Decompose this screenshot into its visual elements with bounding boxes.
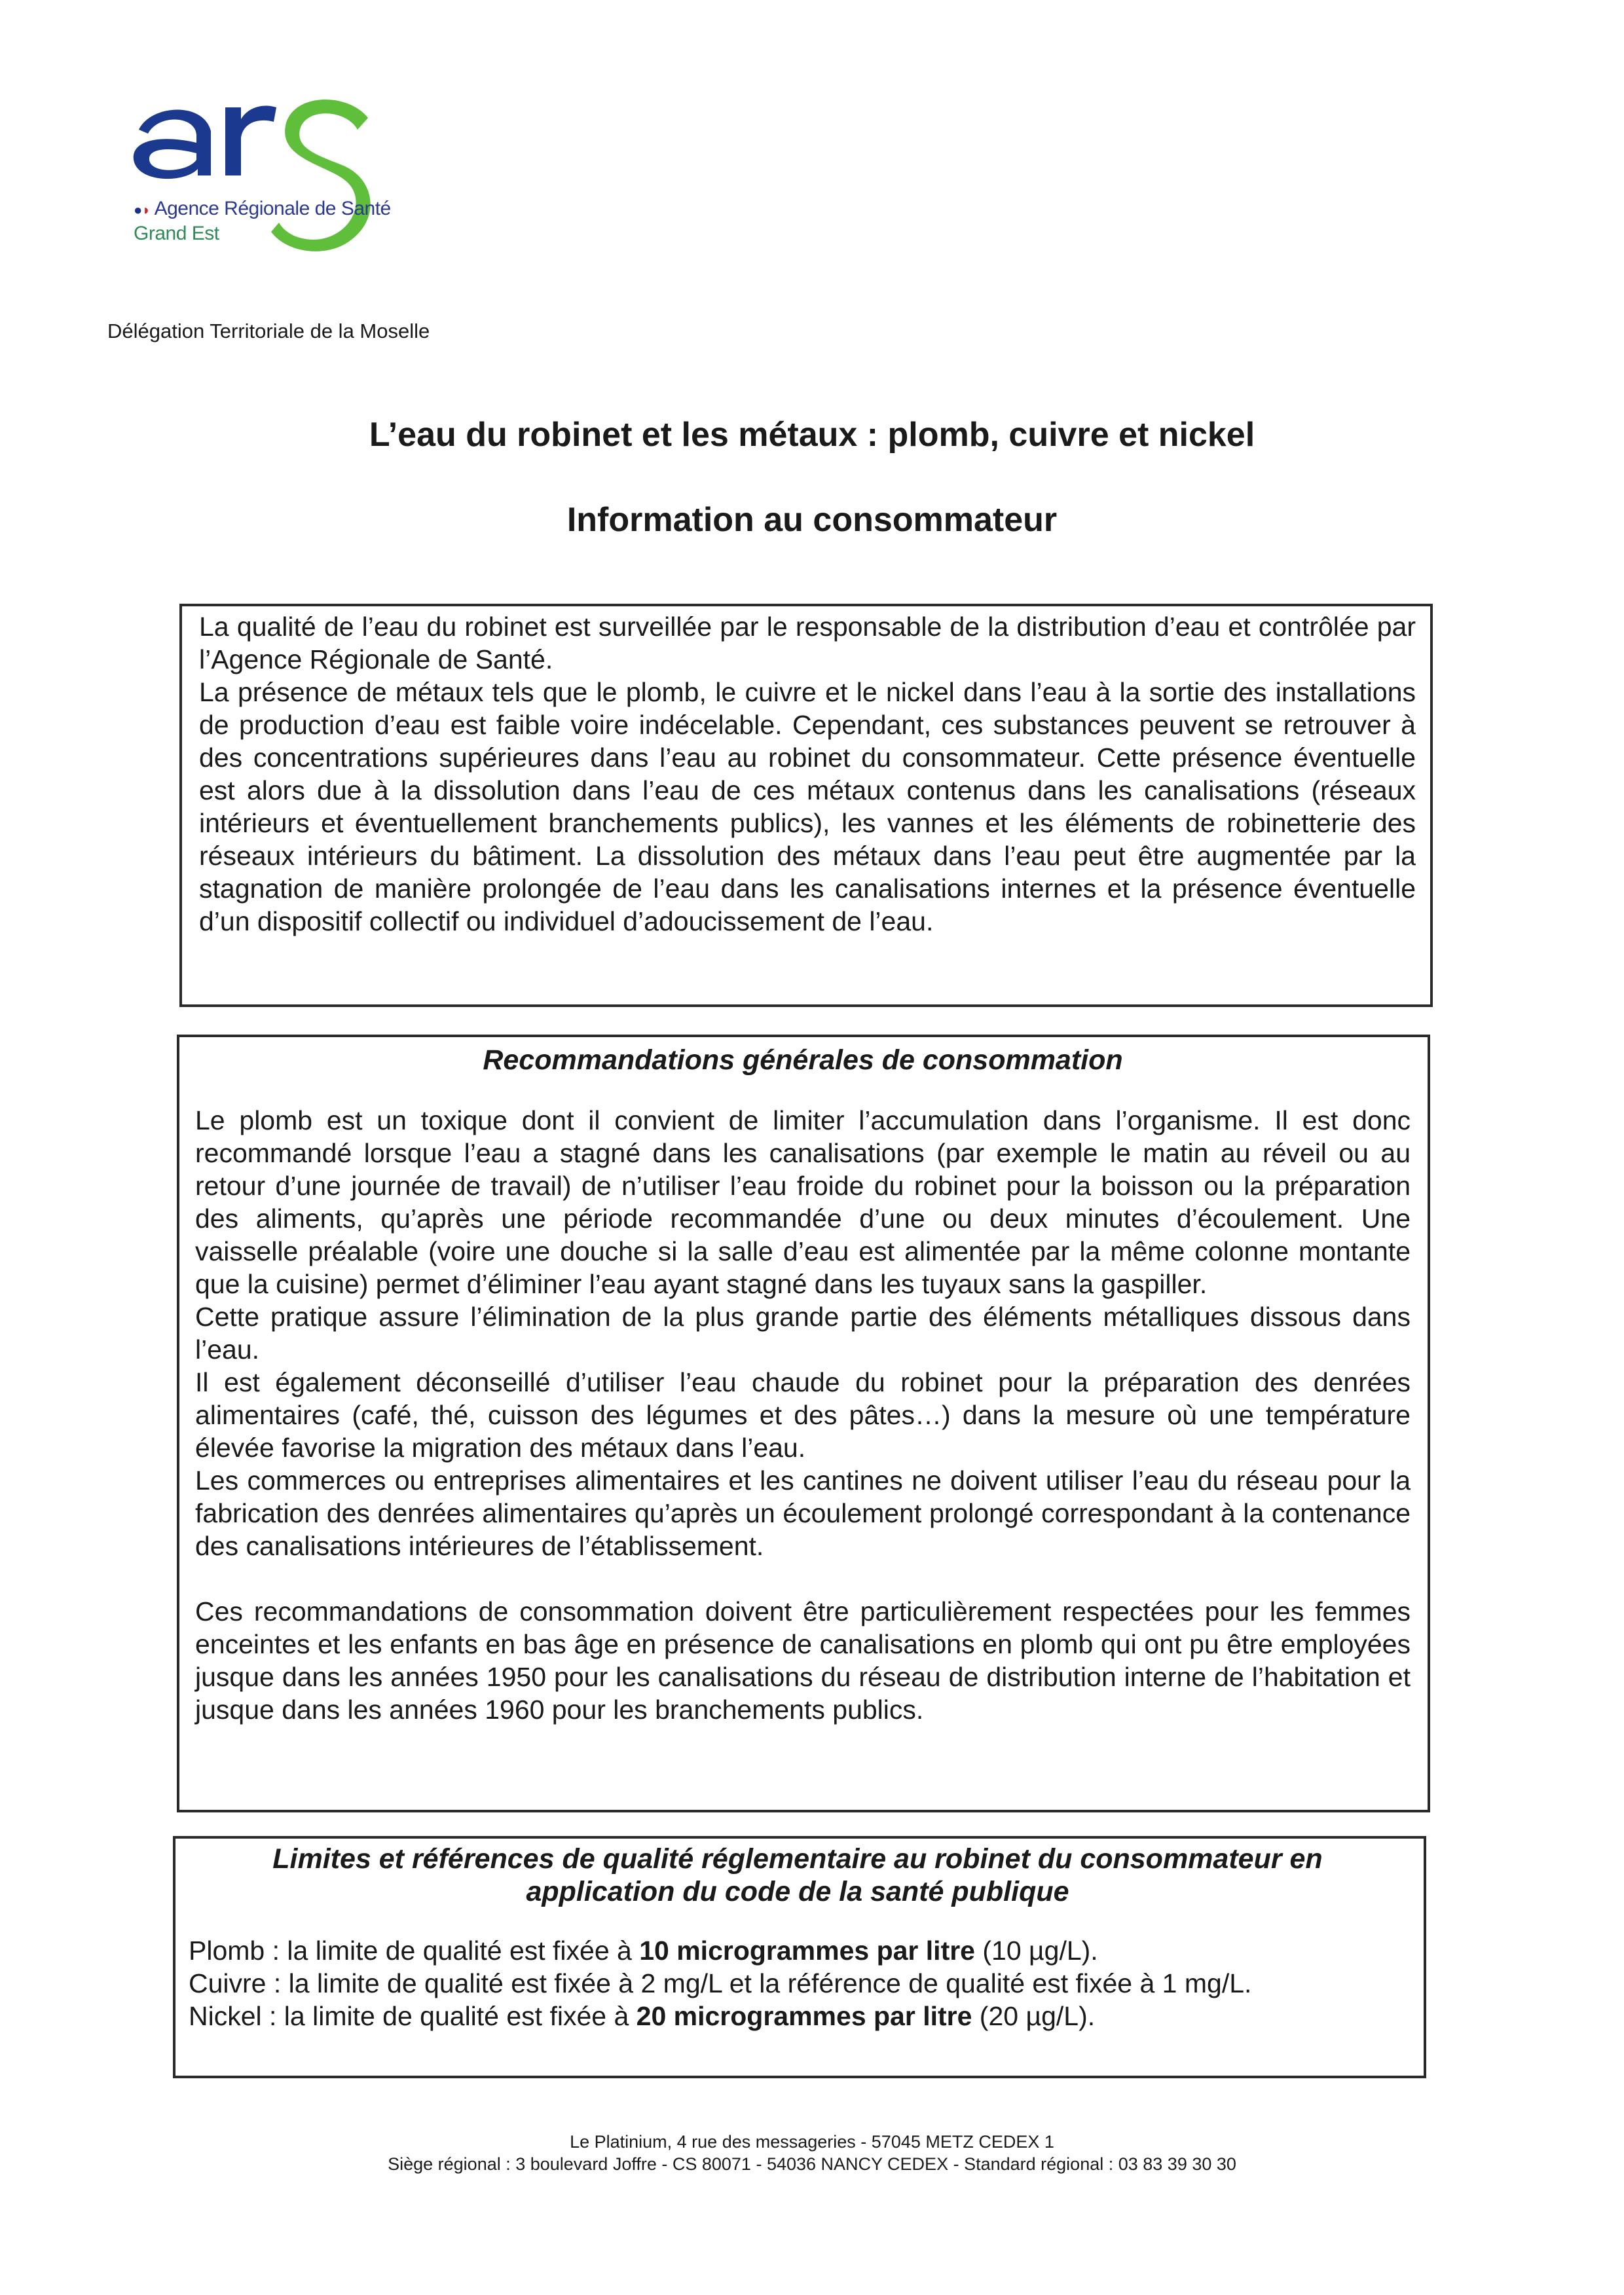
limit-nickel-value: 20 microgrammes par litre (636, 2001, 972, 2031)
page-title: L’eau du robinet et les métaux : plomb, cuivre et nickel (369, 416, 1255, 454)
recommendations-paragraph-1: Le plomb est un toxique dont il convient de limiter l’accumulation dans l’organisme. Il est donc recommandé lorsque l’eau a stagné dans les canalisations (par exemple le matin au réveil ou au retour d’une journée de travail) de n’utiliser l’eau froide du robinet pour la boisson ou la préparation des aliments, qu’après une période recommandée d’une ou deux minutes d’écoulement. Une vaisselle préalable (voire une douche si la salle d’eau est alimentée par la même colonne montante que la cuisine) permet d’éliminer l’eau ayant stagné dans les tuyaux sans la gaspiller. (195, 1105, 1411, 1299)
recommendations-paragraph-2: Cette pratique assure l’élimination de la plus grande partie des éléments métalliques dissous dans l’eau. (195, 1302, 1411, 1365)
limit-lead-text: Plomb : la limite de qualité est fixée à (189, 1936, 640, 1966)
page-subtitle: Information au consommateur (566, 501, 1058, 539)
logo-letter-s (271, 100, 371, 251)
intro-box (179, 604, 1433, 1007)
limits-heading-line-2: application du code de la santé publique (526, 1876, 1069, 1907)
limits-heading-line-1: Limites et références de qualité réglementaire au robinet du consommateur en (272, 1843, 1323, 1875)
recommendations-box (177, 1035, 1430, 1812)
logo-letter-a (134, 109, 211, 179)
paragraph-spacer (195, 1562, 1411, 1595)
logo-agency-line (134, 198, 391, 220)
limit-nickel-text: Nickel : la limite de qualité est fixée à (189, 2001, 637, 2031)
logo-letter-r (225, 105, 276, 175)
recommendations-paragraph-5: Ces recommandations de consommation doivent être particulièrement respectées pour les femmes enceintes et les enfants en bas âge en présence de canalisations en plomb qui ont pu être employées jusque dans les années 1950 pour les canalisations du réseau de distribution interne de l’habitation et jusque dans les années 1960 pour les branchements publics. (195, 1596, 1411, 1725)
ars-logo-mark (124, 92, 426, 282)
limit-copper: Cuivre : la limite de qualité est fixée à 2 mg/L et la référence de qualité est fixée à 1 mg/L. (189, 1968, 1252, 1998)
limit-lead-unit: (10 µg/L). (974, 1936, 1098, 1966)
recommendations-heading: Recommandations générales de consommation (483, 1044, 1123, 1076)
ars-logo (124, 92, 426, 282)
logo-agency-name: Agence Régionale de Santé (154, 198, 391, 219)
intro-paragraph-2: La présence de métaux tels que le plomb, le cuivre et le nickel dans l’eau à la sortie des installations de production d’eau est faible voire indécelable. Cependant, ces substances peuvent se retrouver à des concentrations supérieures dans l’eau au robinet du consommateur. Cette présence éventuelle est alors due à la dissolution dans l’eau de ces métaux contenus dans les canalisations (réseaux intérieurs et éventuellement branchements publics), les vannes et les éléments de robinetterie des réseaux intérieurs du bâtiment. La dissolution des métaux dans l’eau peut être augmentée par la stagnation de manière prolongée de l’eau dans les canalisations internes et la présence éventuelle d’un dispositif collectif ou individuel d’adoucissement de l’eau. (199, 677, 1416, 936)
limit-nickel (189, 2000, 1407, 2032)
footer-headquarters: Siège régional : 3 boulevard Joffre - CS 80071 - 54036 NANCY CEDEX - Standard régional : 03 83 39 30 30 (388, 2154, 1236, 2174)
logo-dots-icon: ●◗ (134, 202, 151, 218)
delegation-label: Délégation Territoriale de la Moselle (107, 320, 430, 342)
limits-box (173, 1836, 1426, 2078)
limit-nickel-unit: (20 µg/L). (972, 2001, 1096, 2031)
recommendations-paragraph-3: Il est également déconseillé d’utiliser l’eau chaude du robinet pour la préparation des denrées alimentaires (café, thé, cuisson des légumes et des pâtes…) dans la mesure où une température élevée favorise la migration des métaux dans l’eau. (195, 1367, 1411, 1463)
logo-region-name: Grand Est (134, 223, 219, 244)
limit-lead-value: 10 microgrammes par litre (639, 1936, 975, 1966)
intro-paragraph-1: La qualité de l’eau du robinet est surveillée par le responsable de la distribution d’eau et contrôlée par l’Agence Régionale de Santé. (199, 612, 1416, 674)
footer-address: Le Platinium, 4 rue des messageries - 57045 METZ CEDEX 1 (570, 2132, 1054, 2152)
recommendations-paragraph-4: Les commerces ou entreprises alimentaires et les cantines ne doivent utiliser l’eau du réseau pour la fabrication des denrées alimentaires qu’après un écoulement prolongé correspondant à la contenance des canalisations intérieures de l’établissement. (195, 1465, 1411, 1561)
limits-heading (189, 1843, 1407, 1908)
limit-lead (189, 1934, 1407, 1967)
